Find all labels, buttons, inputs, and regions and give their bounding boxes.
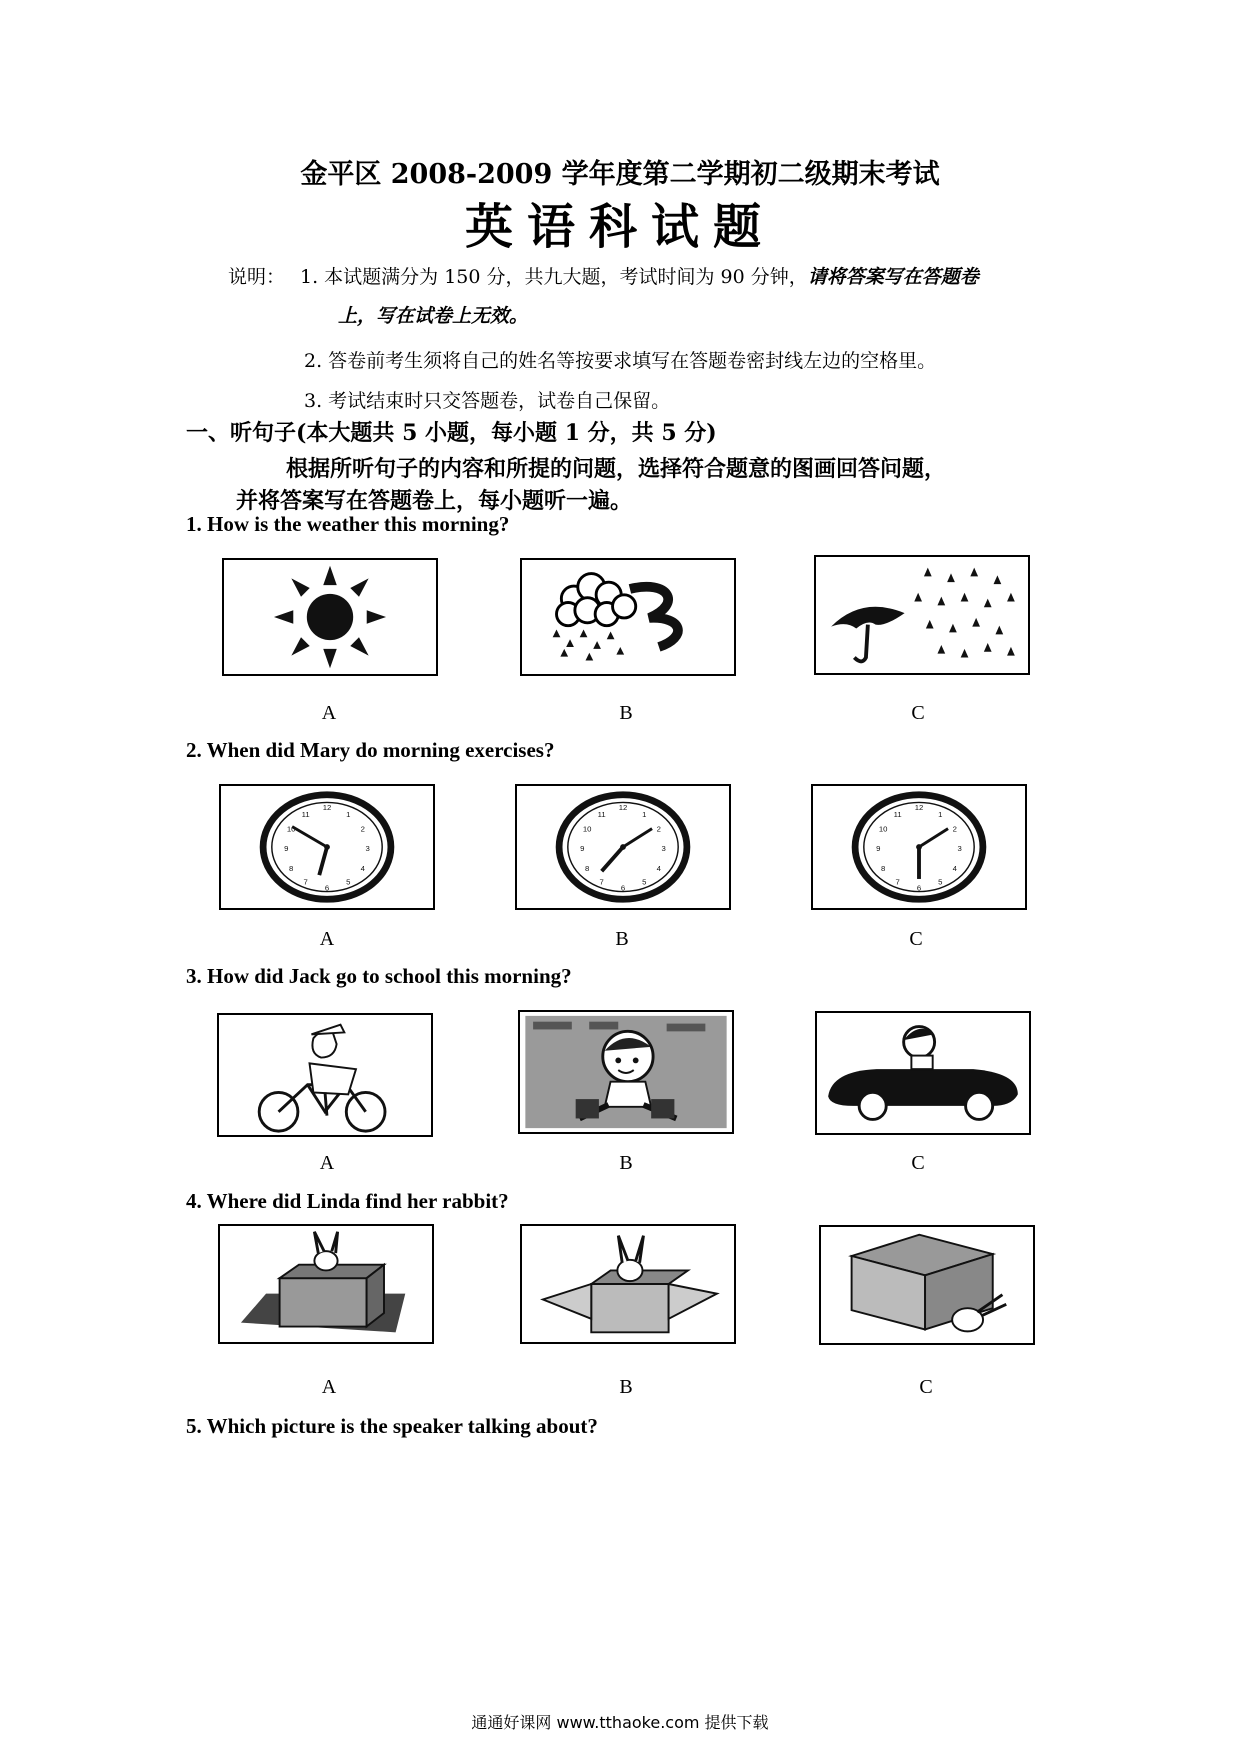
svg-text:9: 9 [284, 843, 289, 853]
svg-text:2: 2 [656, 824, 661, 834]
rain-cloud-icon [522, 560, 734, 674]
svg-text:5: 5 [642, 877, 647, 887]
q2-option-b-label: B [615, 928, 629, 950]
car-icon [817, 1013, 1029, 1133]
running-boy-icon [520, 1012, 732, 1132]
footer-source: 通通好课网 www.tthaoke.com 提供下载 [471, 1713, 769, 1732]
q1-option-b-image[interactable] [520, 558, 736, 676]
rabbit-under-box-icon [821, 1227, 1033, 1343]
rabbit-on-box-icon [220, 1226, 432, 1342]
svg-text:12: 12 [618, 803, 628, 813]
question-5: 5. Which picture is the speaker talking about? [186, 1414, 598, 1438]
svg-text:6: 6 [620, 883, 626, 893]
svg-text:12: 12 [322, 803, 332, 813]
svg-text:3: 3 [661, 843, 666, 853]
svg-text:8: 8 [881, 864, 886, 874]
clock-icon [813, 786, 1025, 908]
exam-subtitle: 金平区 2008-2009 学年度第二学期初二级期末考试 [300, 159, 940, 190]
clock-icon [517, 786, 729, 908]
q3-option-b-image[interactable] [518, 1010, 734, 1134]
svg-text:1: 1 [642, 809, 647, 819]
svg-text:2: 2 [952, 824, 957, 834]
svg-text:10: 10 [878, 824, 888, 834]
note-1 [300, 262, 979, 289]
bicycle-icon [219, 1015, 431, 1135]
svg-text:8: 8 [289, 864, 294, 874]
svg-text:3: 3 [957, 843, 962, 853]
q4-option-a-image[interactable] [218, 1224, 434, 1344]
note-1-plain: 1. 本试题满分为 150 分，共九大题，考试时间为 90 分钟， [300, 266, 808, 288]
q3-option-a-label: A [319, 1152, 335, 1174]
q2-option-b-image[interactable] [515, 784, 731, 910]
svg-text:10: 10 [286, 824, 296, 834]
clock-icon [221, 786, 433, 908]
q4-option-a-label: A [321, 1376, 337, 1398]
question-3: 3. How did Jack go to school this morning? [186, 964, 572, 988]
umbrella-rain-icon [816, 557, 1028, 673]
sun-icon [224, 560, 436, 674]
svg-text:11: 11 [597, 809, 606, 819]
q4-option-b-image[interactable] [520, 1224, 736, 1344]
q3-option-c-label: C [911, 1152, 925, 1174]
question-2: 2. When did Mary do morning exercises? [186, 738, 555, 762]
question-1: 1. How is the weather this morning? [186, 512, 510, 536]
svg-text:1: 1 [938, 809, 943, 819]
q4-option-b-label: B [619, 1376, 633, 1398]
svg-text:5: 5 [346, 877, 351, 887]
q4-option-c-label: C [919, 1376, 933, 1398]
section-instruction-1: 根据所听句子的内容和所提的问题，选择符合题意的图画回答问题， [286, 456, 947, 482]
notes-label: 说明： [228, 266, 286, 288]
svg-text:4: 4 [656, 864, 661, 874]
q2-option-c-label: C [909, 928, 923, 950]
q3-option-b-label: B [619, 1152, 633, 1174]
svg-text:1: 1 [346, 809, 351, 819]
note-3: 3. 考试结束时只交答题卷，试卷自己保留。 [304, 390, 671, 412]
svg-text:4: 4 [360, 864, 365, 874]
svg-text:7: 7 [599, 877, 604, 887]
note-1-bold: 请将答案写在答题卷 [807, 266, 979, 288]
q2-option-c-image[interactable] [811, 784, 1027, 910]
section-instruction-2: 并将答案写在答题卷上，每小题听一遍。 [236, 488, 633, 514]
note-2: 2. 答卷前考生须将自己的姓名等按要求填写在答题卷密封线左边的空格里。 [304, 350, 937, 372]
svg-text:7: 7 [895, 877, 900, 887]
svg-text:9: 9 [580, 843, 585, 853]
svg-text:10: 10 [582, 824, 592, 834]
svg-text:12: 12 [914, 803, 924, 813]
svg-text:11: 11 [893, 809, 902, 819]
q2-option-a-label: A [319, 928, 335, 950]
q1-option-b-label: B [619, 702, 633, 724]
svg-text:8: 8 [585, 864, 590, 874]
q1-option-a-label: A [321, 702, 337, 724]
svg-text:6: 6 [916, 883, 922, 893]
q4-option-c-image[interactable] [819, 1225, 1035, 1345]
q3-option-a-image[interactable] [217, 1013, 433, 1137]
rabbit-in-box-icon [522, 1226, 734, 1342]
svg-text:5: 5 [938, 877, 943, 887]
q2-option-a-image[interactable] [219, 784, 435, 910]
svg-text:6: 6 [324, 883, 330, 893]
q3-option-c-image[interactable] [815, 1011, 1031, 1135]
exam-title: 英语科试题 [464, 199, 775, 255]
note-1-continued: 上，写在试卷上无效。 [338, 305, 529, 327]
svg-text:7: 7 [303, 877, 308, 887]
section-title: 一、听句子(本大题共 5 小题，每小题 1 分，共 5 分) [186, 420, 717, 446]
svg-text:11: 11 [301, 809, 310, 819]
svg-text:4: 4 [952, 864, 957, 874]
q1-option-c-label: C [911, 702, 925, 724]
question-4: 4. Where did Linda find her rabbit? [186, 1189, 509, 1213]
q1-option-c-image[interactable] [814, 555, 1030, 675]
svg-text:2: 2 [360, 824, 365, 834]
q1-option-a-image[interactable] [222, 558, 438, 676]
svg-text:3: 3 [365, 843, 370, 853]
svg-text:9: 9 [876, 843, 881, 853]
